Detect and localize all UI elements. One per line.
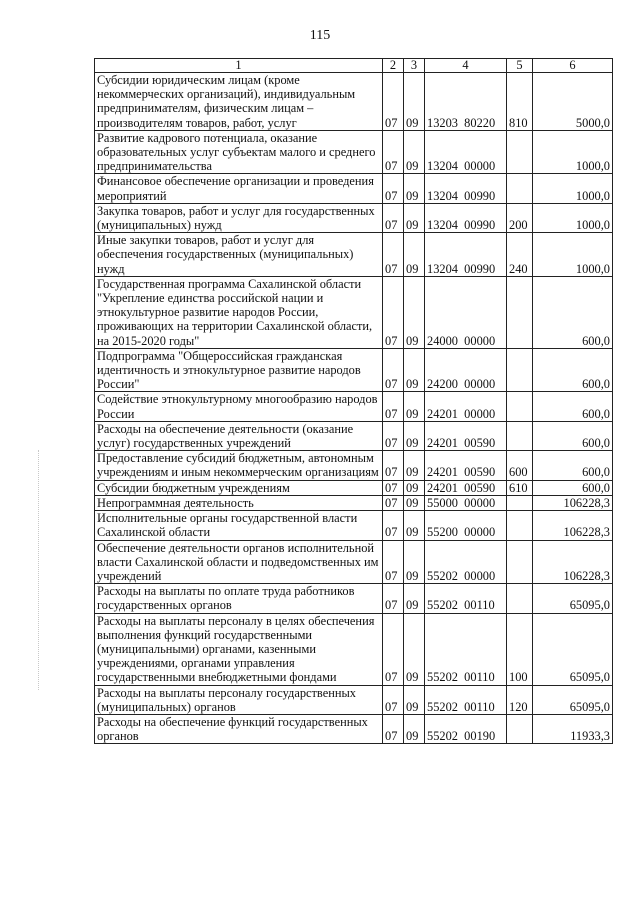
table-row: [95, 511, 613, 540]
row-name-cell: Содействие этнокультурному многообразию народов России: [95, 392, 383, 421]
table-row: [95, 584, 613, 613]
row-name-cell: Расходы на обеспечение функций государственных органов: [95, 714, 383, 743]
row-section-cell: 07: [383, 421, 404, 450]
row-amount-cell: 600,0: [533, 348, 613, 392]
row-target-article-cell: 24000 00000: [425, 276, 507, 348]
row-target-article-cell: 24201 00000: [425, 392, 507, 421]
row-target-article-cell: 24201 00590: [425, 421, 507, 450]
table-row: [95, 714, 613, 743]
row-subsection-cell: 09: [404, 714, 425, 743]
row-name-cell: Субсидии юридическим лицам (кроме некоммерческих организаций), индивидуальным предпринимателям, физическим лицам – производителям товаров, работ, услуг: [95, 73, 383, 131]
row-section-cell: 07: [383, 233, 404, 277]
table-row: [95, 451, 613, 480]
header-col-4: 4: [425, 59, 507, 73]
row-section-cell: 07: [383, 348, 404, 392]
row-subsection-cell: 09: [404, 495, 425, 510]
row-amount-cell: 65095,0: [533, 584, 613, 613]
row-name-cell: Закупка товаров, работ и услуг для государственных (муниципальных) нужд: [95, 203, 383, 232]
row-name-cell: Расходы на выплаты по оплате труда работников государственных органов: [95, 584, 383, 613]
row-name-cell: Государственная программа Сахалинской области "Укрепление единства российской нации и этнокультурное развитие народов России, проживающих на территории Сахалинской области, на 2015-2020 годы": [95, 276, 383, 348]
header-col-6: 6: [533, 59, 613, 73]
row-section-cell: 07: [383, 392, 404, 421]
row-expense-type-cell: [507, 584, 533, 613]
row-subsection-cell: 09: [404, 73, 425, 131]
header-col-5: 5: [507, 59, 533, 73]
scan-artifact: [38, 450, 40, 690]
table-body: [95, 73, 613, 744]
row-amount-cell: 1000,0: [533, 130, 613, 174]
row-name-cell: Подпрограмма "Общероссийская гражданская идентичность и этнокультурное развитие народов России": [95, 348, 383, 392]
row-section-cell: 07: [383, 584, 404, 613]
row-expense-type-cell: 600: [507, 451, 533, 480]
row-section-cell: 07: [383, 685, 404, 714]
row-name-cell: Расходы на выплаты персоналу государственных (муниципальных) органов: [95, 685, 383, 714]
row-amount-cell: 600,0: [533, 421, 613, 450]
row-target-article-cell: 13204 00000: [425, 130, 507, 174]
row-expense-type-cell: [507, 348, 533, 392]
table-row: [95, 421, 613, 450]
row-subsection-cell: 09: [404, 276, 425, 348]
row-expense-type-cell: [507, 421, 533, 450]
row-section-cell: 07: [383, 495, 404, 510]
row-amount-cell: 1000,0: [533, 233, 613, 277]
row-target-article-cell: 24201 00590: [425, 451, 507, 480]
row-amount-cell: 600,0: [533, 392, 613, 421]
row-section-cell: 07: [383, 511, 404, 540]
row-subsection-cell: 09: [404, 348, 425, 392]
row-subsection-cell: 09: [404, 203, 425, 232]
row-amount-cell: 1000,0: [533, 203, 613, 232]
row-subsection-cell: 09: [404, 451, 425, 480]
page-number: 115: [309, 28, 331, 43]
row-name-cell: Иные закупки товаров, работ и услуг для обеспечения государственных (муниципальных) нужд: [95, 233, 383, 277]
row-amount-cell: 65095,0: [533, 613, 613, 685]
row-section-cell: 07: [383, 480, 404, 495]
row-name-cell: Исполнительные органы государственной власти Сахалинской области: [95, 511, 383, 540]
row-target-article-cell: 55202 00000: [425, 540, 507, 584]
table-row: [95, 233, 613, 277]
row-target-article-cell: 24200 00000: [425, 348, 507, 392]
row-amount-cell: 5000,0: [533, 73, 613, 131]
row-amount-cell: 106228,3: [533, 540, 613, 584]
row-expense-type-cell: 240: [507, 233, 533, 277]
row-expense-type-cell: 200: [507, 203, 533, 232]
row-expense-type-cell: [507, 276, 533, 348]
row-expense-type-cell: 810: [507, 73, 533, 131]
table-row: [95, 73, 613, 131]
row-subsection-cell: 09: [404, 233, 425, 277]
row-name-cell: Развитие кадрового потенциала, оказание образовательных услуг субъектам малого и среднего предпринимательства: [95, 130, 383, 174]
table-row: [95, 348, 613, 392]
row-name-cell: Предоставление субсидий бюджетным, автономным учреждениям и иным некоммерческим организациям: [95, 451, 383, 480]
row-name-cell: Расходы на обеспечение деятельности (оказание услуг) государственных учреждений: [95, 421, 383, 450]
row-expense-type-cell: [507, 130, 533, 174]
row-subsection-cell: 09: [404, 421, 425, 450]
table-row: [95, 203, 613, 232]
row-name-cell: Субсидии бюджетным учреждениям: [95, 480, 383, 495]
row-target-article-cell: 24201 00590: [425, 480, 507, 495]
table-row: [95, 480, 613, 495]
row-expense-type-cell: [507, 511, 533, 540]
row-expense-type-cell: [507, 392, 533, 421]
row-target-article-cell: 13204 00990: [425, 174, 507, 203]
table-row: [95, 613, 613, 685]
row-target-article-cell: 55202 00110: [425, 685, 507, 714]
budget-table: [94, 58, 613, 744]
table-header-row: [95, 59, 613, 73]
row-target-article-cell: 55000 00000: [425, 495, 507, 510]
row-target-article-cell: 13204 00990: [425, 203, 507, 232]
row-expense-type-cell: 120: [507, 685, 533, 714]
table-row: [95, 276, 613, 348]
row-target-article-cell: 13203 80220: [425, 73, 507, 131]
row-name-cell: Финансовое обеспечение организации и проведения мероприятий: [95, 174, 383, 203]
row-subsection-cell: 09: [404, 613, 425, 685]
row-section-cell: 07: [383, 130, 404, 174]
row-expense-type-cell: [507, 540, 533, 584]
row-expense-type-cell: [507, 174, 533, 203]
row-expense-type-cell: 610: [507, 480, 533, 495]
row-expense-type-cell: [507, 714, 533, 743]
row-target-article-cell: 55200 00000: [425, 511, 507, 540]
row-name-cell: Расходы на выплаты персоналу в целях обеспечения выполнения функций государственными (муниципальными) органами, казенными учреждениями, органами управления государственными внебюджетными фондами: [95, 613, 383, 685]
header-col-3: 3: [404, 59, 425, 73]
row-amount-cell: 11933,3: [533, 714, 613, 743]
row-subsection-cell: 09: [404, 130, 425, 174]
table-row: [95, 392, 613, 421]
row-target-article-cell: 55202 00110: [425, 584, 507, 613]
table-row: [95, 495, 613, 510]
row-subsection-cell: 09: [404, 480, 425, 495]
row-name-cell: Непрограммная деятельность: [95, 495, 383, 510]
table-row: [95, 130, 613, 174]
row-amount-cell: 600,0: [533, 480, 613, 495]
row-section-cell: 07: [383, 451, 404, 480]
row-section-cell: 07: [383, 276, 404, 348]
header-col-2: 2: [383, 59, 404, 73]
row-subsection-cell: 09: [404, 511, 425, 540]
row-amount-cell: 1000,0: [533, 174, 613, 203]
row-subsection-cell: 09: [404, 584, 425, 613]
row-expense-type-cell: 100: [507, 613, 533, 685]
row-section-cell: 07: [383, 540, 404, 584]
row-section-cell: 07: [383, 613, 404, 685]
row-subsection-cell: 09: [404, 174, 425, 203]
row-target-article-cell: 55202 00190: [425, 714, 507, 743]
row-amount-cell: 106228,3: [533, 495, 613, 510]
row-expense-type-cell: [507, 495, 533, 510]
row-amount-cell: 106228,3: [533, 511, 613, 540]
row-subsection-cell: 09: [404, 540, 425, 584]
table-row: [95, 685, 613, 714]
header-col-1: 1: [95, 59, 383, 73]
table-row: [95, 174, 613, 203]
row-section-cell: 07: [383, 73, 404, 131]
row-name-cell: Обеспечение деятельности органов исполнительной власти Сахалинской области и подведомственных им учреждений: [95, 540, 383, 584]
row-subsection-cell: 09: [404, 685, 425, 714]
table-row: [95, 540, 613, 584]
row-amount-cell: 600,0: [533, 276, 613, 348]
row-target-article-cell: 55202 00110: [425, 613, 507, 685]
row-amount-cell: 600,0: [533, 451, 613, 480]
row-subsection-cell: 09: [404, 392, 425, 421]
row-section-cell: 07: [383, 174, 404, 203]
row-target-article-cell: 13204 00990: [425, 233, 507, 277]
row-amount-cell: 65095,0: [533, 685, 613, 714]
row-section-cell: 07: [383, 203, 404, 232]
row-section-cell: 07: [383, 714, 404, 743]
